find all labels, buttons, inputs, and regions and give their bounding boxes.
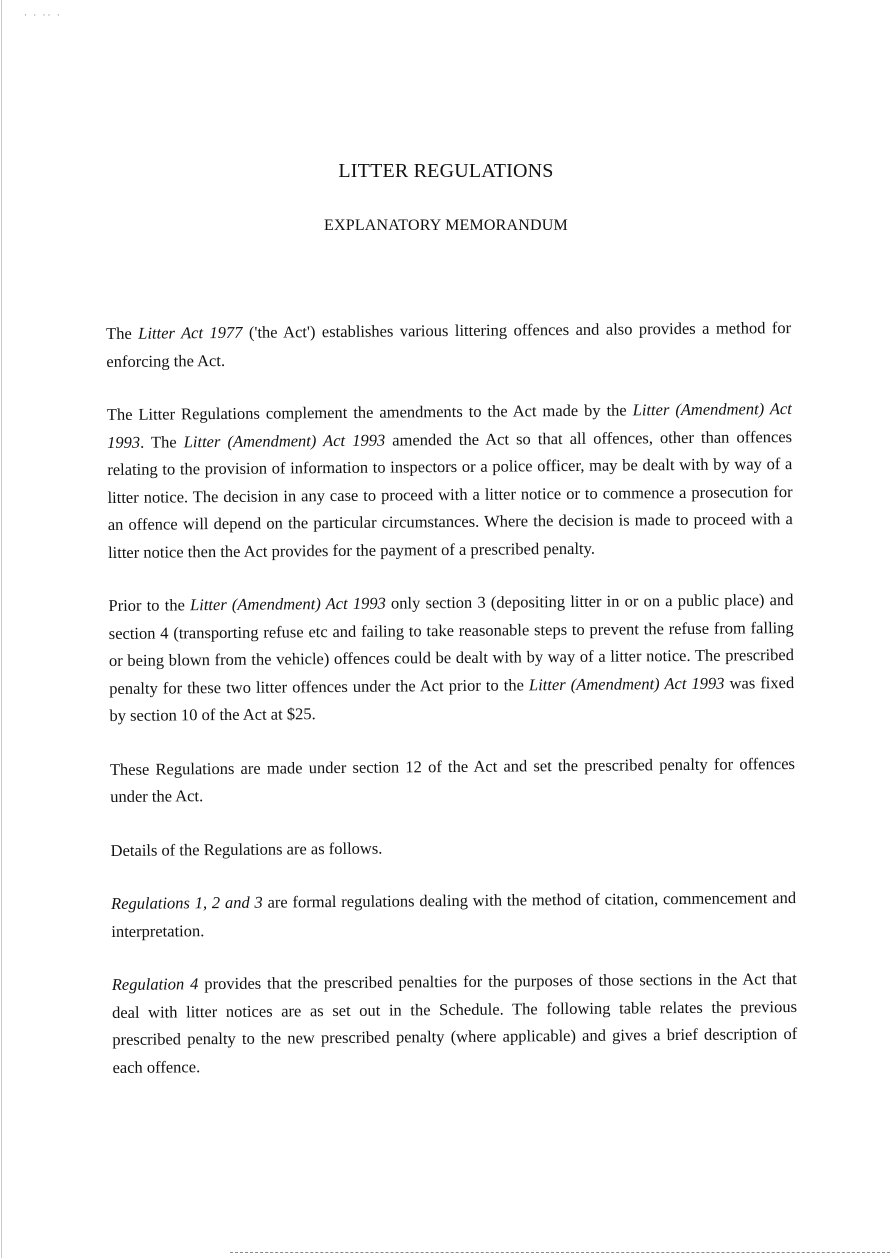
text-run: ('the Act') establishes various littering offences and also provides a method for enforcing the Act. <box>106 318 792 371</box>
text-run: The Litter Regulations complement the amendments to the Act made by the <box>106 400 633 424</box>
memorandum-body <box>106 314 798 1107</box>
italic-citation: Regulations 1, 2 and 3 <box>111 892 263 913</box>
text-run: was fixed by section 10 of the Act at $25. <box>109 672 795 725</box>
paragraph-5 <box>111 831 796 864</box>
italic-citation: Regulation 4 <box>111 974 199 994</box>
scan-mark: · · ·· · <box>24 10 62 20</box>
text-run: . The <box>139 431 184 452</box>
text-run: provides that the prescribed penalties for the purposes of those sections in the Act that deal with litter notices are as set out in the Schedule. The following table relates the previous prescribed penalty to the new prescribed penalty (where applicable) and gives a brief description of each offence. <box>111 968 798 1077</box>
paragraph-1 <box>106 314 791 375</box>
paragraph-2 <box>107 395 793 566</box>
scan-bottom-edge <box>230 1252 890 1253</box>
italic-citation: Litter (Amendment) Act 1993 <box>528 673 725 694</box>
paragraph-7 <box>112 965 798 1081</box>
text-run: are formal regulations dealing with the method of citation, commencement and interpretation. <box>111 888 797 941</box>
italic-citation: Litter Act 1977 <box>138 322 243 343</box>
paragraph-4 <box>110 750 795 811</box>
text-run: Details of the Regulations are as follows. <box>110 838 383 860</box>
text-run: The <box>106 323 139 343</box>
page-edge <box>1 0 2 1258</box>
document-subtitle: EXPLANATORY MEMORANDUM <box>324 217 568 234</box>
text-run: amended the Act so that all offences, other than offences relating to the provision of information to inspectors or a police officer, may be dealt with by way of a litter notice. The decision in any case to proceed with a litter notice or to commence a prosecution for an offence will depend on the particular circumstances. Where the decision is made to proceed with a litter notice then the Act provides for the payment of a prescribed penalty. <box>107 426 793 562</box>
italic-citation: Litter (Amendment) Act 1993 <box>183 430 386 451</box>
text-run: only section 3 (depositing litter in or on a public place) and section 4 (transporting refuse etc and failing to take reasonable steps to prevent the refuse from falling or being blown from the vehicle) offences could be dealt with by way of a litter notice. The prescribed penalty for these two litter offences under the Act prior to the <box>108 590 795 698</box>
paragraph-6 <box>111 884 796 945</box>
paragraph-3 <box>108 586 794 729</box>
document-title: LITTER REGULATIONS <box>338 160 554 182</box>
italic-citation: Litter (Amendment) Act 1993 <box>106 399 792 452</box>
italic-citation: Litter (Amendment) Act 1993 <box>189 593 386 615</box>
text-run: These Regulations are made under section 12 of the Act and set the prescribed penalty for offences under the Act. <box>109 753 795 806</box>
text-run: Prior to the <box>108 595 191 615</box>
